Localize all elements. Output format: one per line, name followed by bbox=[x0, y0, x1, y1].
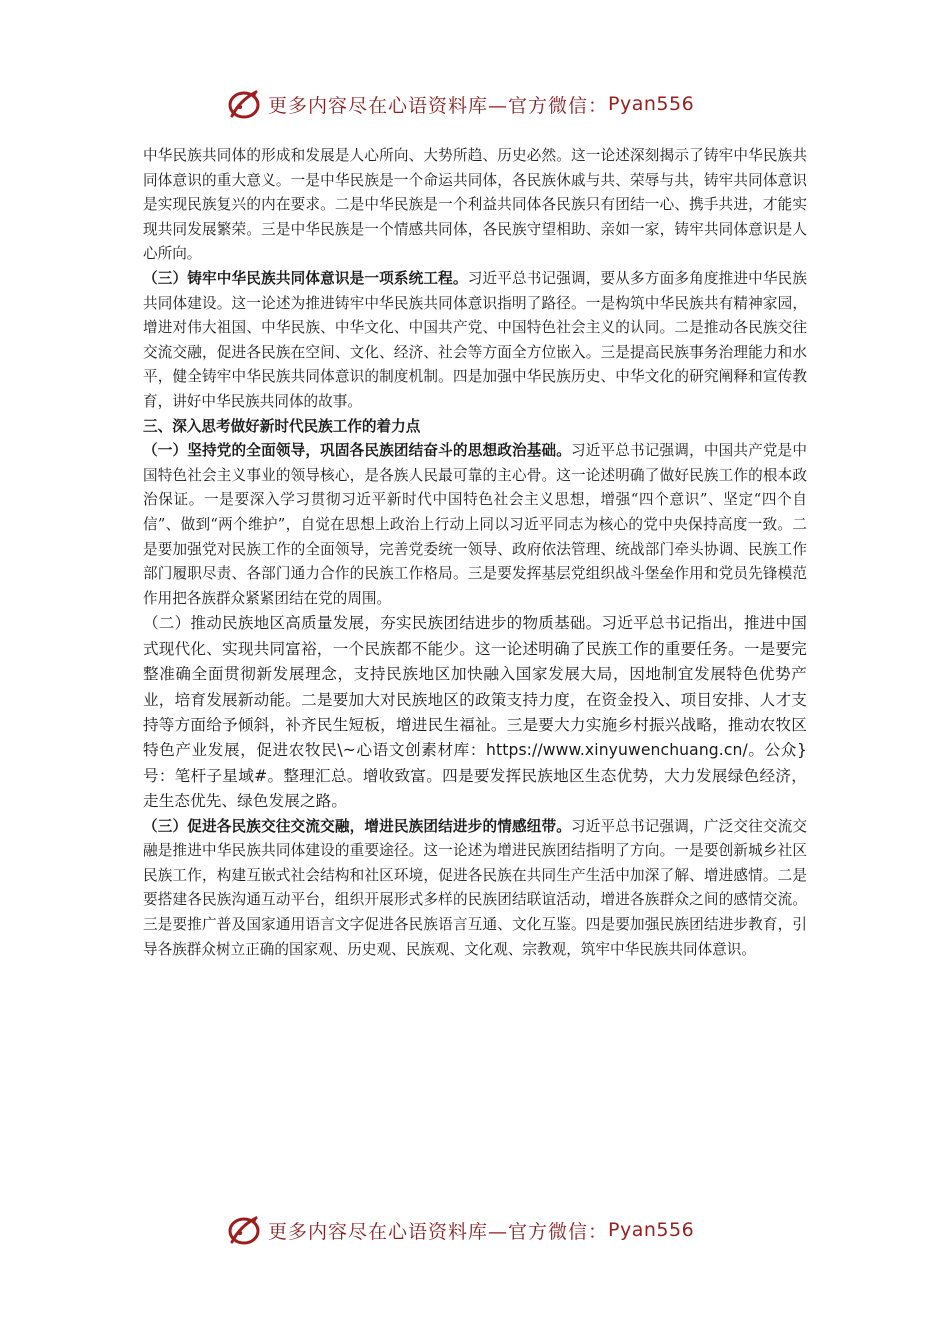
paragraph-3-body: 习近平总书记强调，中国共产党是中国特色社会主义事业的领导核心，是各族人民最可靠的主心骨。这一论述明确了做好民族工作的根本政治保证。一是要深入学习贯彻习近平新时代中国特色社会主义思想，增强“四个意识”、坚定“四个自信”、做到“两个维护”，自觉在思想上政治上行动上同以习近平同志为核心的党中央保持高度一致。二是要加强党对民族工作的全面领导，完善党委统一领导、政府依法管理、统战部门牵头协调、民族工作部门履职尽责、各部门通力合作的民族工作格局。三是要发挥基层党组织战斗堡垒作用和党员先锋模范作用把各族群众紧紧团结在党的周围。 bbox=[143, 442, 807, 607]
wechat-id: Pyan556 bbox=[608, 1219, 695, 1241]
paragraph-2-lead: （三）铸牢中华民族共同体意识是一项系统工程。 bbox=[143, 269, 468, 287]
pen-circle-logo-icon bbox=[226, 1212, 262, 1248]
header-banner bbox=[226, 86, 746, 122]
paragraph-3 bbox=[143, 439, 807, 611]
paragraph-5 bbox=[143, 815, 807, 963]
section-heading-3: 三、深入思考做好新时代民族工作的着力点 bbox=[143, 417, 421, 435]
banner-text: 更多内容尽在心语资料库—官方微信： bbox=[268, 94, 609, 117]
paragraph-5-body: 习近平总书记强调，广泛交往交流交融是推进中华民族共同体建设的重要途径。这一论述为增进民族团结指明了方向。一是要创新城乡社区民族工作，构建互嵌式社会结构和社区环境，促进各民族在共同生产生活中加深了解、增进感情。二是要搭建各民族沟通互动平台，组织开展形式多样的民族团结联谊活动，增进各族群众之间的感情交流。三是要推广普及国家通用语言文字促进各民族语言互通、文化互鉴。四是要加强民族团结进步教育，引导各族群众树立正确的国家观、历史观、民族观、文化观、宗教观，筑牢中华民族共同体意识。 bbox=[143, 817, 807, 958]
paragraph-2 bbox=[143, 267, 807, 415]
banner-text: 更多内容尽在心语资料库—官方微信： bbox=[268, 1220, 609, 1243]
footer-banner bbox=[226, 1212, 746, 1248]
paragraph-2-body: 习近平总书记强调，要从多方面多角度推进中华民族共同体建设。这一论述为推进铸牢中华民族共同体意识指明了路径。一是构筑中华民族共有精神家园，增进对伟大祖国、中华民族、中华文化、中国共产党、中国特色社会主义的认同。二是推动各民族交往交流交融，促进各民族在空间、文化、经济、社会等方面全方位嵌入。三是提高民族事务治理能力和水平，健全铸牢中华民族共同体意识的制度机制。四是加强中华民族历史、中华文化的研究阐释和宣传教育，讲好中华民族共同体的故事。 bbox=[143, 269, 807, 410]
wechat-id: Pyan556 bbox=[608, 93, 695, 115]
paragraph-3-lead: （一）坚持党的全面领导，巩固各民族团结奋斗的思想政治基础。 bbox=[143, 442, 571, 460]
document-body bbox=[143, 144, 807, 962]
paragraph-5-lead: （三）促进各民族交往交流交融，增进民族团结进步的情感纽带。 bbox=[143, 817, 571, 835]
pen-circle-logo-icon bbox=[226, 86, 262, 122]
paragraph-1: 中华民族共同体的形成和发展是人心所向、大势所趋、历史必然。这一论述深刻揭示了铸牢中华民族共同体意识的重大意义。一是中华民族是一个命运共同体，各民族休戚与共、荣辱与共，铸牢共同体意识是实现民族复兴的内在要求。二是中华民族是一个利益共同体各民族只有团结一心、携手共进，才能实现共同发展繁荣。三是中华民族是一个情感共同体，各民族守望相助、亲如一家，铸牢共同体意识是人心所向。 bbox=[143, 147, 807, 263]
paragraph-4: （二）推动民族地区高质量发展，夯实民族团结进步的物质基础。习近平总书记指出，推进中国式现代化、实现共同富裕，一个民族都不能少。这一论述明确了民族工作的重要任务。一是要完整准确全面贯彻新发展理念，支持民族地区加快融入国家发展大局，因地制宜发展特色优势产业，培育发展新动能。二是要加大对民族地区的政策支持力度，在资金投入、项目安排、人才支持等方面给予倾斜，补齐民生短板，增进民生福祉。三是要大力实施乡村振兴战略，推动农牧区特色产业发展，促进农牧民\~心语文创素材库：https://www.xinyuwenchuang.cn/。公众}号：笔杆子星域#。整理汇总。增收致富。四是要发挥民族地区生态优势，大力发展绿色经济，走生态优先、绿色发展之路。 bbox=[143, 614, 807, 811]
